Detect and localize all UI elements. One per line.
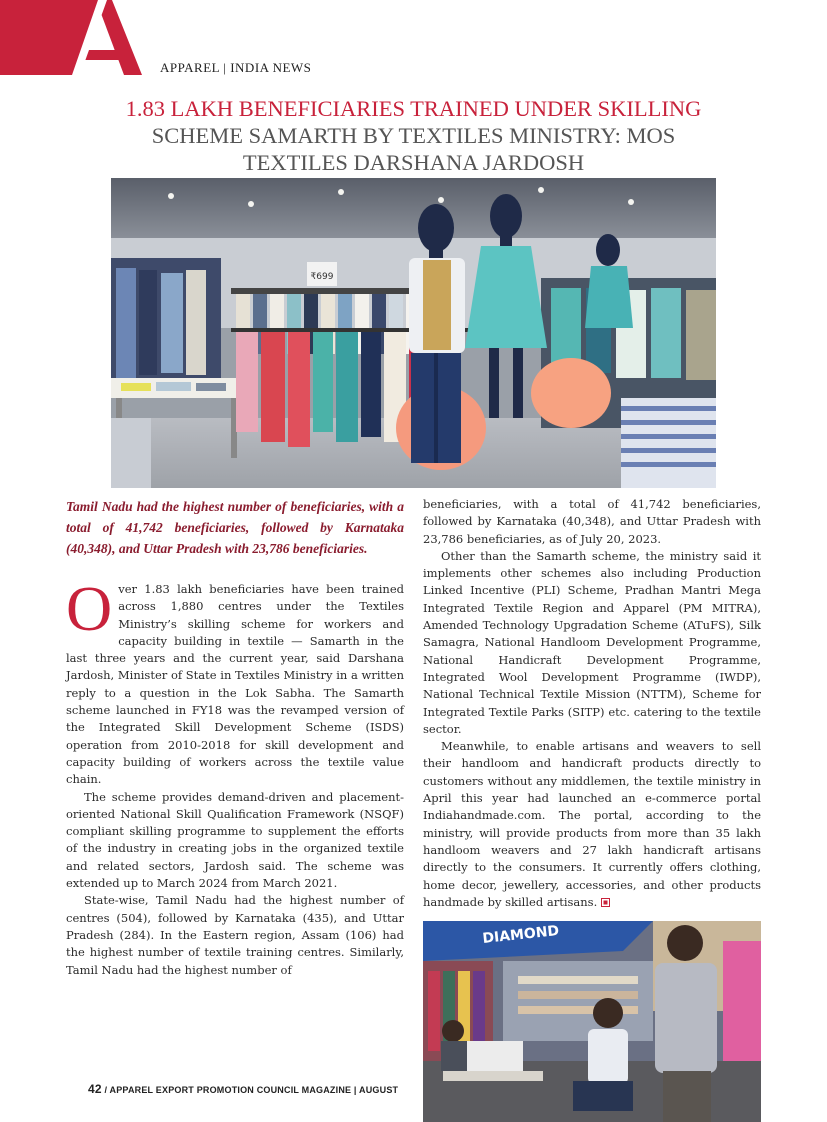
page-footer xyxy=(88,1082,398,1096)
magazine-logo xyxy=(0,0,150,75)
paragraph-6 xyxy=(423,738,761,911)
article-body-left xyxy=(66,573,404,979)
headline-line-3: TEXTILES DARSHANA JARDOSH xyxy=(242,150,585,175)
paragraph-3: State-wise, Tamil Nadu had the highest number of centres (504), followed by Karnataka (435), and Uttar Pradesh (284). In the Eastern region, Assam (106) had the highest number of textile training centres. Similarly, Tamil Nadu had the highest number of xyxy=(66,893,404,977)
logo-a-icon xyxy=(0,0,150,75)
right-column xyxy=(423,496,761,911)
left-column xyxy=(66,496,404,979)
artisan-shop-photo xyxy=(423,921,761,1122)
headline-line-2: SCHEME SAMARTH BY TEXTILES MINISTRY: MOS xyxy=(151,123,676,148)
paragraph-1 xyxy=(66,573,404,789)
pull-quote: Tamil Nadu had the highest number of beneficiaries, with a total of 41,742 beneficiaries, followed by Karnataka (40,348), and Uttar Pradesh with 23,786 beneficiaries. xyxy=(66,499,404,556)
shop-sign-text: DIAMOND xyxy=(481,923,560,947)
headline-line-1: 1.83 LAKH BENEFICIARIES TRAINED UNDER SKILLING xyxy=(125,96,702,121)
end-mark-icon xyxy=(601,898,610,907)
footer-text: / APPAREL EXPORT PROMOTION COUNCIL MAGAZINE | AUGUST xyxy=(104,1085,399,1095)
paragraph-5: Other than the Samarth scheme, the ministry said it implements other schemes also including Production Linked Incentive (PLI) Scheme, Pradhan Mantri Mega Integrated Textile Region and Apparel (PM MITRA), Amended Technology Upgradation Scheme (ATuFS), Silk Samagra, National Handloom Development Programme, National Handicraft Development Programme, Integrated Wool Development Programme (IWDP), National Technical Textile Mission (NTTM), Scheme for Integrated Textile Parks (SITP) etc. catering to the textile sector. xyxy=(423,548,761,736)
paragraph-2: The scheme provides demand-driven and placement-oriented National Skill Qualification Framework (NSQF) compliant skilling programme to supplement the efforts of the industry in creating jobs in the organized textile and related sectors, Jardosh said. The scheme was extended up to March 2024 from March 2021. xyxy=(66,789,404,891)
article-body-right xyxy=(423,496,761,911)
paragraph-6-text: Meanwhile, to enable artisans and weavers to sell their handloom and handicraft products directly to customers without any middlemen, the textile ministry in April this year had launched an e-commerce portal Indiahandmade.com. The portal, according to the ministry, will provide products from more than 35 lakh handloom weavers and 27 lakh handicraft artisans directly to the consumers. It currently offers clothing, home decor, jewellery, accessories, and other products handmade by skilled artisans. xyxy=(423,739,761,909)
article-headline xyxy=(60,95,767,176)
paragraph-1-text: ver 1.83 lakh beneficiaries have been trained across 1,880 centres under the Textiles Ministry’s skilling scheme for workers and capacity building in textile — Samarth in the last three years and the current year, said Darshana Jardosh, Minister of State in Textiles Ministry in a written reply to a question in the Lok Sabha. The Samarth scheme launched in FY18 was the revamped version of the Integrated Skill Development Scheme (ISDS) operation from 2010-2018 for skill development and capacity building of workers across the textile value chain. xyxy=(66,582,404,787)
section-label: APPAREL | INDIA NEWS xyxy=(160,60,312,75)
hero-store-photo xyxy=(111,178,716,488)
price-tag: ₹699 xyxy=(310,272,334,282)
drop-cap: O xyxy=(66,573,113,644)
paragraph-4: beneficiaries, with a total of 41,742 beneficiaries, followed by Karnataka (40,348), and Uttar Pradesh with 23,786 beneficiaries, as of July 20, 2023. xyxy=(423,497,761,546)
page-number: 42 xyxy=(88,1082,102,1096)
